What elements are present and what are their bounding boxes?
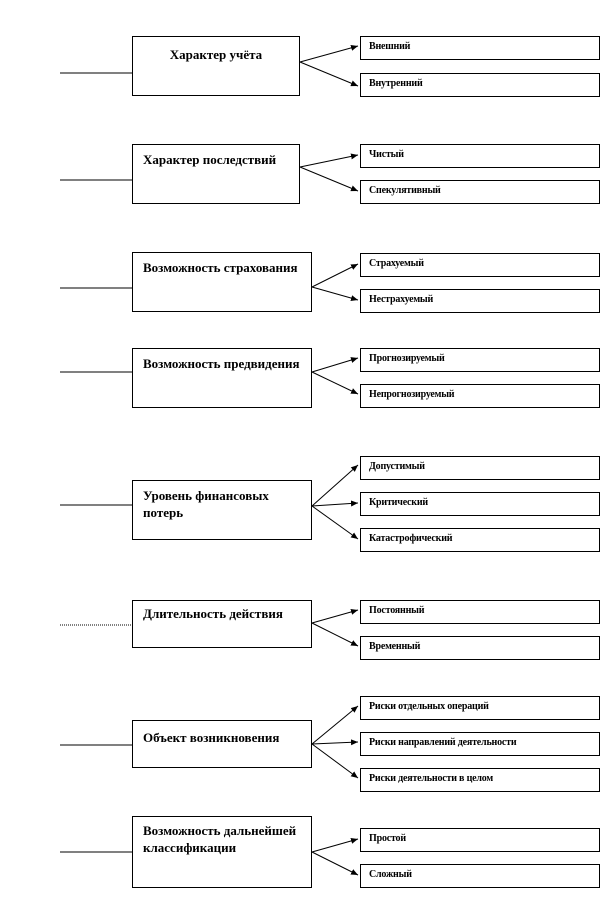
- category-box: Уровень финансовых потерь: [132, 480, 312, 540]
- arrow: [300, 46, 358, 62]
- arrow: [312, 610, 358, 623]
- arrow: [300, 167, 358, 191]
- arrow: [312, 287, 358, 300]
- subtype-box: Временный: [360, 636, 600, 660]
- subtype-box: Непрогнозируемый: [360, 384, 600, 408]
- subtype-box: Внешний: [360, 36, 600, 60]
- subtype-box: Нестрахуемый: [360, 289, 600, 313]
- arrow: [312, 465, 358, 506]
- lead-lines: [60, 73, 132, 852]
- arrow: [312, 744, 358, 778]
- arrow: [312, 623, 358, 646]
- arrow: [312, 742, 358, 744]
- subtype-box: Сложный: [360, 864, 600, 888]
- subtype-box: Риски деятельности в целом: [360, 768, 600, 792]
- category-box: Возможность страхования: [132, 252, 312, 312]
- category-box: Характер последствий: [132, 144, 300, 204]
- subtype-box: Спекулятивный: [360, 180, 600, 204]
- category-box: Характер учёта: [132, 36, 300, 96]
- subtype-box: Постоянный: [360, 600, 600, 624]
- category-box: Возможность предвидения: [132, 348, 312, 408]
- subtype-box: Страхуемый: [360, 253, 600, 277]
- category-box: Возможность дальнейшей классификации: [132, 816, 312, 888]
- arrow: [312, 264, 358, 287]
- subtype-box: Прогнозируемый: [360, 348, 600, 372]
- arrow: [312, 372, 358, 394]
- subtype-box: Простой: [360, 828, 600, 852]
- arrow: [312, 852, 358, 875]
- arrow: [312, 839, 358, 852]
- arrow: [312, 358, 358, 372]
- subtype-box: Критический: [360, 492, 600, 516]
- subtype-box: Внутренний: [360, 73, 600, 97]
- subtype-box: Допустимый: [360, 456, 600, 480]
- subtype-box: Чистый: [360, 144, 600, 168]
- subtype-box: Риски направлений деятельности: [360, 732, 600, 756]
- arrow: [312, 506, 358, 539]
- arrow: [300, 62, 358, 86]
- arrow: [312, 503, 358, 506]
- subtype-box: Катастрофический: [360, 528, 600, 552]
- category-box: Длительность действия: [132, 600, 312, 648]
- category-box: Объект возникновения: [132, 720, 312, 768]
- subtype-box: Риски отдельных операций: [360, 696, 600, 720]
- arrow: [300, 155, 358, 167]
- arrow: [312, 706, 358, 744]
